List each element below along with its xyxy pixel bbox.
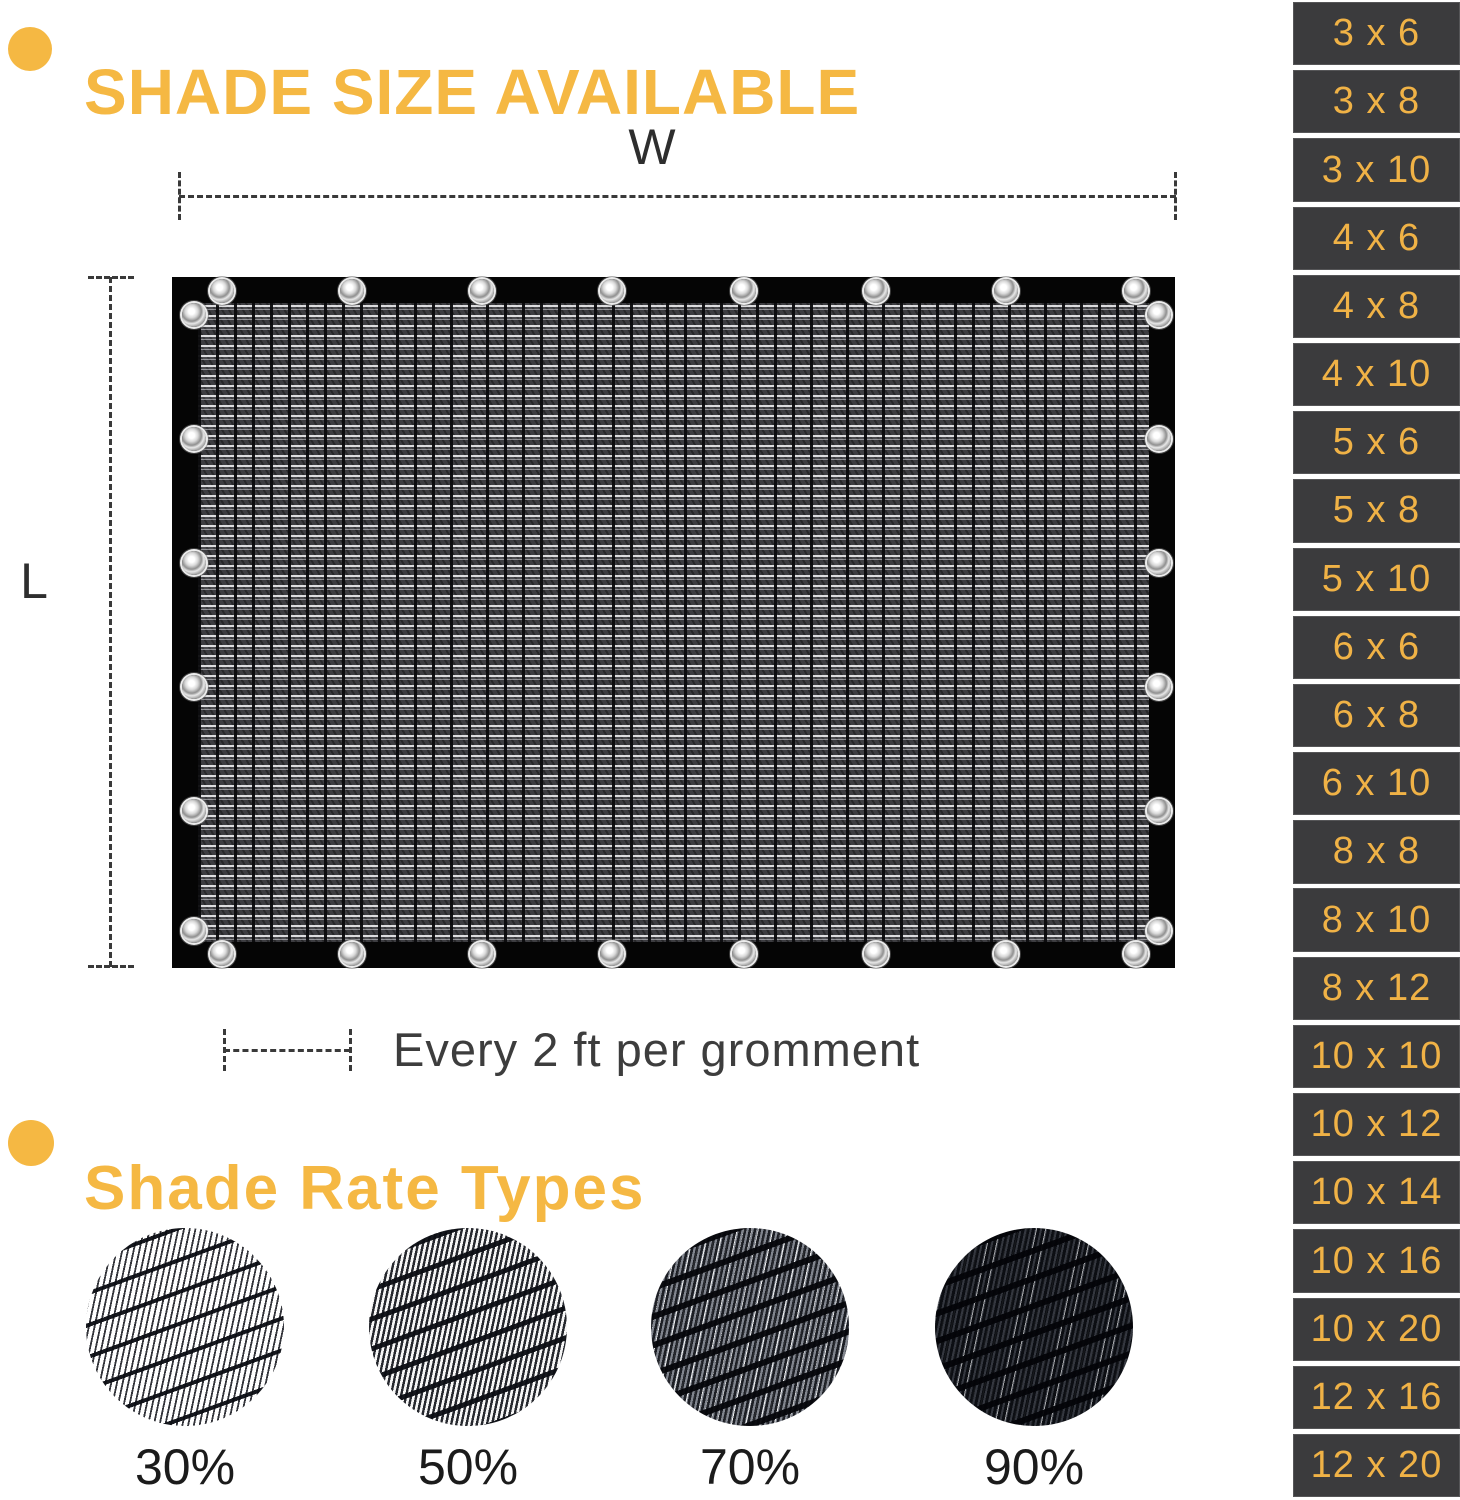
size-option bbox=[1293, 343, 1460, 406]
size-option bbox=[1293, 2, 1460, 65]
size-option bbox=[1293, 411, 1460, 474]
grommet-icon bbox=[340, 942, 364, 966]
grommet-icon bbox=[1147, 303, 1171, 327]
grommet-icon bbox=[994, 942, 1018, 966]
grommet-icon bbox=[210, 279, 234, 303]
size-option-label: 3 x 8 bbox=[1332, 80, 1421, 123]
shade-rate-item bbox=[935, 1228, 1133, 1496]
size-option bbox=[1293, 820, 1460, 883]
size-option-label: 6 x 10 bbox=[1321, 762, 1432, 805]
shade-rate-label: 70% bbox=[699, 1439, 801, 1495]
grommet-icon bbox=[1147, 919, 1171, 943]
size-option-label: 10 x 20 bbox=[1310, 1307, 1443, 1350]
size-option bbox=[1293, 1161, 1460, 1224]
size-option bbox=[1293, 138, 1460, 201]
bullet-icon bbox=[8, 1120, 54, 1166]
length-dimension-line bbox=[109, 277, 112, 967]
shade-net-mesh bbox=[198, 303, 1149, 942]
grommet-icon bbox=[1124, 279, 1148, 303]
size-option-label: 4 x 8 bbox=[1332, 284, 1421, 327]
grommet-icon bbox=[182, 427, 206, 451]
grommet-icon bbox=[182, 551, 206, 575]
size-option bbox=[1293, 275, 1460, 338]
grommet-icon bbox=[1147, 551, 1171, 575]
shade-rate-item bbox=[651, 1228, 849, 1496]
size-list bbox=[1293, 2, 1460, 1500]
size-option-label: 4 x 6 bbox=[1332, 216, 1421, 259]
shade-net-illustration bbox=[172, 277, 1175, 968]
size-option bbox=[1293, 1298, 1460, 1361]
length-label: L bbox=[20, 553, 48, 609]
size-option bbox=[1293, 616, 1460, 679]
grommet-icon bbox=[182, 675, 206, 699]
size-option-label: 8 x 12 bbox=[1321, 966, 1432, 1009]
size-option-label: 5 x 8 bbox=[1332, 489, 1421, 532]
size-option-label: 8 x 8 bbox=[1332, 830, 1421, 873]
grommet-icon bbox=[1124, 942, 1148, 966]
grommet-icon bbox=[732, 942, 756, 966]
size-option bbox=[1293, 957, 1460, 1020]
width-dimension-tick-left bbox=[178, 172, 181, 220]
size-option-label: 5 x 6 bbox=[1332, 421, 1421, 464]
size-option-label: 3 x 10 bbox=[1321, 148, 1432, 191]
size-option bbox=[1293, 207, 1460, 270]
grommet-icon bbox=[1147, 427, 1171, 451]
length-dimension-tick-top bbox=[88, 276, 134, 279]
size-option-label: 10 x 12 bbox=[1310, 1103, 1443, 1146]
grommet-icon bbox=[182, 799, 206, 823]
grommet-icon bbox=[470, 942, 494, 966]
size-section-title: SHADE SIZE AVAILABLE bbox=[84, 55, 861, 128]
size-option-label: 6 x 8 bbox=[1332, 694, 1421, 737]
grommet-spacing-tick-right bbox=[349, 1029, 352, 1071]
grommet-icon bbox=[182, 303, 206, 327]
grommet-icon bbox=[210, 942, 234, 966]
grommet-spacing-tick-left bbox=[223, 1029, 226, 1071]
size-option bbox=[1293, 70, 1460, 133]
length-dimension-tick-bottom bbox=[88, 965, 134, 968]
shade-swatch-30-icon bbox=[86, 1228, 284, 1426]
grommet-spacing-note: Every 2 ft per gromment bbox=[393, 1023, 921, 1076]
grommet-icon bbox=[600, 279, 624, 303]
grommet-spacing-marker bbox=[224, 1049, 350, 1052]
size-option bbox=[1293, 1093, 1460, 1156]
grommet-icon bbox=[732, 279, 756, 303]
size-option-label: 5 x 10 bbox=[1321, 557, 1432, 600]
grommet-icon bbox=[470, 279, 494, 303]
size-option-label: 12 x 16 bbox=[1310, 1375, 1443, 1418]
width-dimension-tick-right bbox=[1174, 172, 1177, 220]
size-option bbox=[1293, 1229, 1460, 1292]
shade-rate-item bbox=[369, 1228, 567, 1496]
size-option-label: 10 x 16 bbox=[1310, 1239, 1443, 1282]
size-option bbox=[1293, 1025, 1460, 1088]
size-option bbox=[1293, 548, 1460, 611]
shade-swatch-70-icon bbox=[651, 1228, 849, 1426]
shade-swatch-50-icon bbox=[369, 1228, 567, 1426]
size-option bbox=[1293, 1434, 1460, 1497]
size-option bbox=[1293, 479, 1460, 542]
width-dimension-line bbox=[179, 195, 1176, 198]
grommet-icon bbox=[340, 279, 364, 303]
size-option-label: 8 x 10 bbox=[1321, 898, 1432, 941]
shade-rate-item bbox=[86, 1228, 284, 1496]
size-option-label: 10 x 14 bbox=[1310, 1171, 1443, 1214]
shade-rate-label: 50% bbox=[417, 1439, 519, 1495]
size-option-label: 4 x 10 bbox=[1321, 353, 1432, 396]
bullet-icon bbox=[8, 27, 52, 71]
grommet-icon bbox=[864, 942, 888, 966]
size-option-label: 6 x 6 bbox=[1332, 625, 1421, 668]
grommet-icon bbox=[1147, 675, 1171, 699]
size-option-label: 12 x 20 bbox=[1310, 1444, 1443, 1487]
size-option-label: 3 x 6 bbox=[1332, 12, 1421, 55]
size-option bbox=[1293, 684, 1460, 747]
size-option bbox=[1293, 752, 1460, 815]
grommet-icon bbox=[864, 279, 888, 303]
width-label: W bbox=[628, 119, 676, 175]
size-option bbox=[1293, 1366, 1460, 1429]
shade-rate-label: 90% bbox=[983, 1439, 1085, 1495]
grommet-icon bbox=[1147, 799, 1171, 823]
size-option-label: 10 x 10 bbox=[1310, 1034, 1443, 1077]
grommet-icon bbox=[994, 279, 1018, 303]
shade-rate-title: Shade Rate Types bbox=[84, 1154, 646, 1224]
size-option bbox=[1293, 888, 1460, 951]
grommet-icon bbox=[182, 919, 206, 943]
shade-rate-label: 30% bbox=[134, 1439, 236, 1495]
shade-swatch-90-icon bbox=[935, 1228, 1133, 1426]
grommet-icon bbox=[600, 942, 624, 966]
